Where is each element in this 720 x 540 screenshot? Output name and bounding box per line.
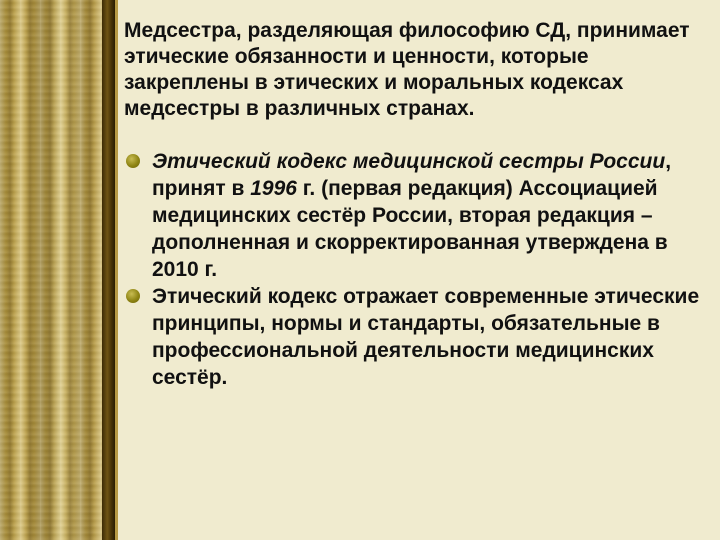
- bullet-text-part: , принят в: [152, 150, 672, 200]
- bullet-item-code-russia: [124, 148, 709, 283]
- bullet-list: [124, 148, 709, 391]
- dark-decorative-strip: [102, 0, 115, 540]
- edge-line: [115, 0, 118, 540]
- bullet-item-code-reflects: [124, 283, 709, 391]
- gold-decorative-bar: [0, 0, 118, 540]
- code-title-italic: Этический кодекс медицинской сестры России: [152, 150, 666, 173]
- slide-content: [124, 18, 709, 391]
- bullet-dot-icon: [126, 289, 140, 303]
- bullet-dot-icon: [126, 154, 140, 168]
- year-italic: 1996: [250, 177, 297, 200]
- bullet-text-rest: г. (первая редакция) Ассоциацией медицинских сестёр России, вторая редакция – дополненная и скорректированная утверждена в 2010 г.: [152, 177, 668, 281]
- intro-paragraph: Медсестра, разделяющая философию СД, принимает этические обязанности и ценности, которые закреплены в этических и моральных кодексах медсестры в различных странах.: [124, 19, 690, 120]
- bullet-text: Этический кодекс отражает современные этические принципы, нормы и стандарты, обязательные в профессиональной деятельности медицинских сестёр.: [152, 285, 700, 389]
